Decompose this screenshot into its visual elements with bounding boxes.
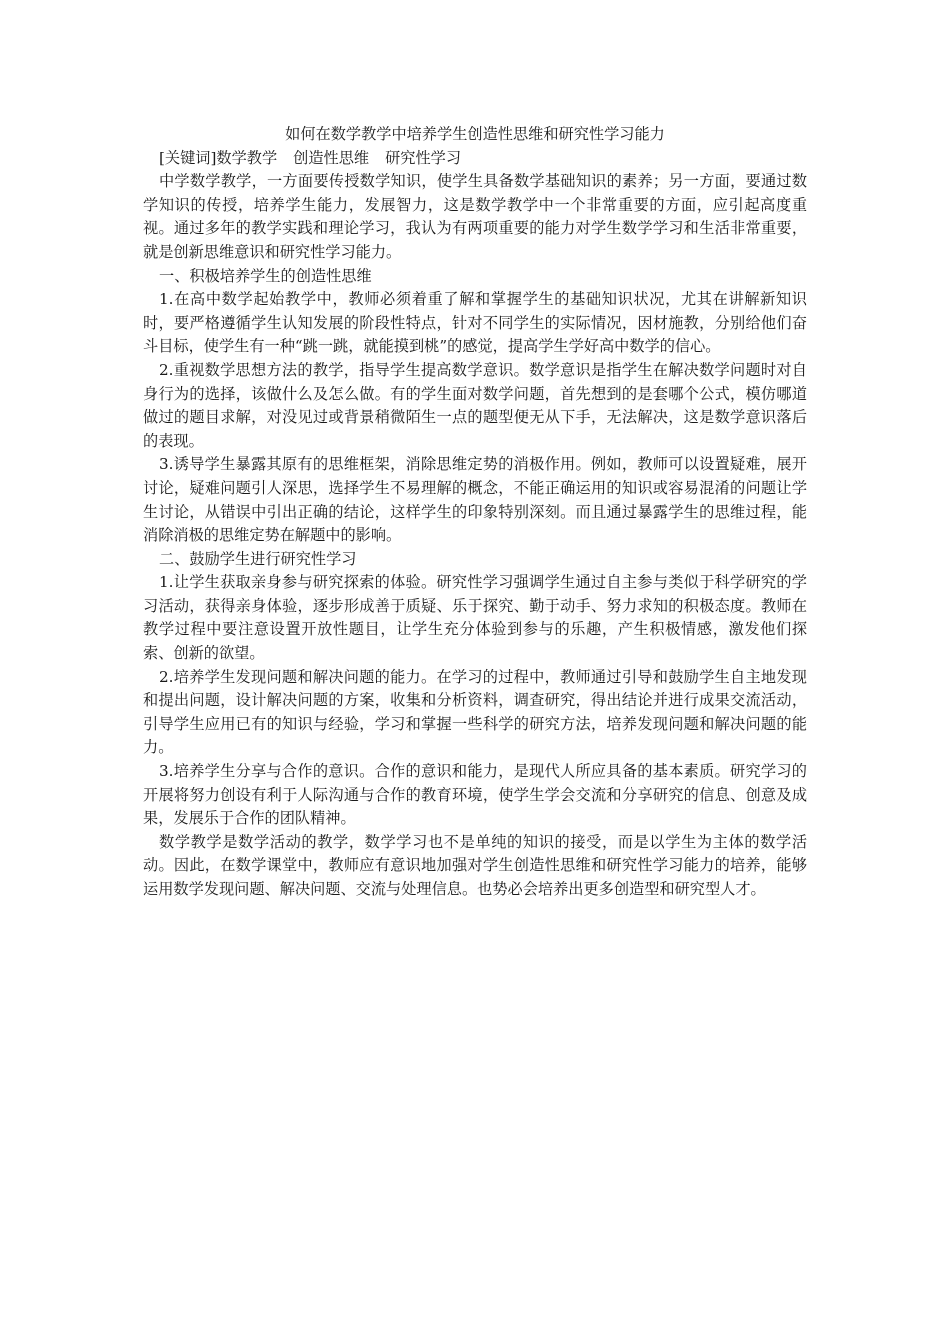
section-2-paragraph-3: 3.培养学生分享与合作的意识。合作的意识和能力，是现代人所应具备的基本素质。研究学习的开展将努力创设有利于人际沟通与合作的教育环境，使学生学会交流和分享研究的信息、创意及成果，发展乐于合作的团队精神。 (143, 762, 807, 828)
conclusion-paragraph: 数学教学是数学活动的教学，数学学习也不是单纯的知识的接受，而是以学生为主体的数学活动。因此，在数学课堂中，教师应有意识地加强对学生创造性思维和研究性学习能力的培养，能够运用数学发现问题、解决问题、交流与处理信息。也势必会培养出更多创造型和研究型人才。 (143, 832, 807, 898)
keyword-2: 创造性思维 (293, 148, 370, 167)
section-1-paragraph-1: 1.在高中数学起始教学中，教师必须着重了解和掌握学生的基础知识状况，尤其在讲解新知识时，要严格遵循学生认知发展的阶段性特点，针对不同学生的实际情况，因材施教，分别给他们奋斗目标，使学生有一种“跳一跳，就能摸到桃”的感觉，提高学生学好高中数学的信心。 (143, 290, 807, 356)
section-1-heading: 一、积极培养学生的创造性思维 (159, 266, 372, 285)
keyword-3: 研究性学习 (385, 148, 462, 167)
section-2-paragraph-2: 2.培养学生发现问题和解决问题的能力。在学习的过程中，教师通过引导和鼓励学生自主地发现和提出问题，设计解决问题的方案，收集和分析资料，调查研究，得出结论并进行成果交流活动，引导学生应用已有的知识与经验，学习和掌握一些科学的研究方法，培养发现问题和解决问题的能力。 (143, 667, 807, 757)
keyword-1: 数学教学 (216, 148, 278, 167)
intro-paragraph: 中学数学教学，一方面要传授数学知识，使学生具备数学基础知识的素养；另一方面，要通过数学知识的传授，培养学生能力，发展智力，这是数学教学中一个非常重要的方面，应引起高度重视。通过多年的教学实践和理论学习，我认为有两项重要的能力对学生数学学习和生活非常重要，就是创新思维意识和研究性学习能力。 (143, 172, 807, 261)
document-page (143, 123, 807, 902)
keywords-line (143, 147, 807, 171)
section-1-paragraph-2: 2.重视数学思想方法的教学，指导学生提高数学意识。数学意识是指学生在解决数学问题时对自身行为的选择，该做什么及怎么做。有的学生面对数学问题，首先想到的是套哪个公式，模仿哪道做过的题目求解，对没见过或背景稍微陌生一点的题型便无从下手，无法解决，这是数学意识落后的表现。 (143, 360, 807, 450)
document-title: 如何在数学教学中培养学生创造性思维和研究性学习能力 (285, 125, 665, 143)
section-2-heading: 二、鼓励学生进行研究性学习 (159, 549, 357, 568)
section-1-paragraph-3: 3.诱导学生暴露其原有的思维框架，消除思维定势的消极作用。例如，教师可以设置疑难，展开讨论，疑难问题引人深思，选择学生不易理解的概念，不能正确运用的知识或容易混淆的问题让学生讨论，从错误中引出正确的结论，这样学生的印象特别深刻。而且通过暴露学生的思维过程，能消除消极的思维定势在解题中的影响。 (143, 455, 807, 545)
section-2-paragraph-1: 1.让学生获取亲身参与研究探索的体验。研究性学习强调学生通过自主参与类似于科学研究的学习活动，获得亲身体验，逐步形成善于质疑、乐于探究、勤于动手、努力求知的积极态度。教师在教学过程中要注意设置开放性题目，让学生充分体验到参与的乐趣，产生积极情感，激发他们探索、创新的欲望。 (143, 573, 807, 663)
keywords-label: [关键词] (159, 148, 217, 167)
